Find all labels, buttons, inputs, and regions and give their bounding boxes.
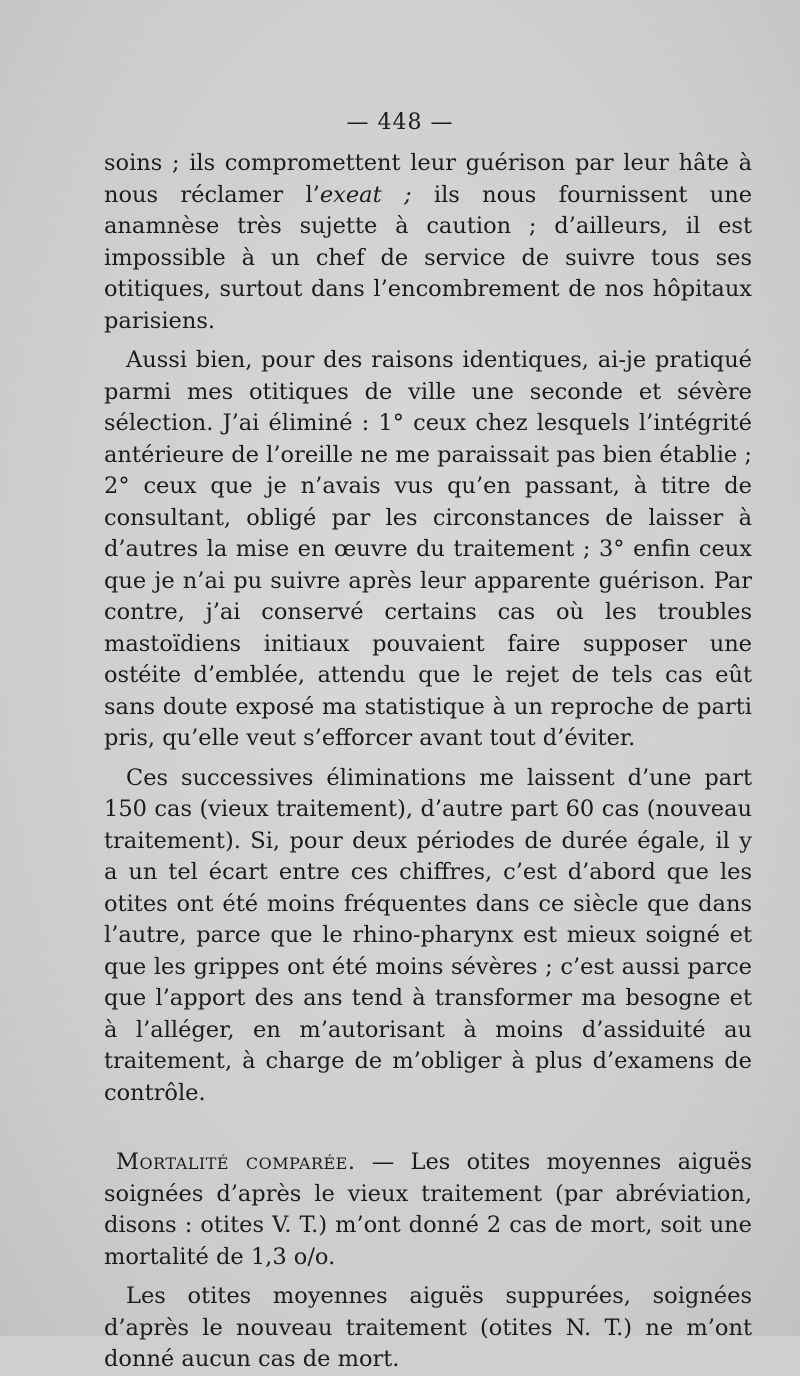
paragraph-1 xyxy=(104,148,752,337)
paragraph-5: Les otites moyennes aiguës suppurées, soignées d’après le nouveau traitement (otites N. T.) ne m’ont donné aucun cas de mort. xyxy=(104,1283,752,1372)
paragraph-4-text: — Les otites moyennes aiguës soignées d’après le vieux traitement (par abréviation, disons : otites V. T.) m’ont donné 2 cas de mort, soit une mortalité de 1,3 o/o. xyxy=(104,1149,752,1270)
paragraph-4 xyxy=(104,1147,752,1273)
paragraph-2: Aussi bien, pour des raisons identiques, ai-je pratiqué parmi mes otitiques de ville une seconde et sévère sélection. J’ai éliminé : 1° ceux chez lesquels l’intégrité antérieure de l’oreille ne me paraissait pas bien établie ; 2° ceux que je n’avais vus qu’en passant, à titre de consultant, obligé par les circonstances de laisser à d’autres la mise en œuvre du traitement ; 3° enfin ceux que je n’ai pu suivre après leur apparente guérison. Par contre, j’ai conservé certains cas où les troubles mastoïdiens initiaux pouvaient faire supposer une ostéite d’emblée, attendu que le rejet de tels cas eût sans doute exposé ma statistique à un reproche de parti pris, qu’elle veut s’efforcer avant tout d’éviter. xyxy=(104,347,752,751)
paragraph-3: Ces successives éliminations me laissent d’une part 150 cas (vieux traitement), d’autre part 60 cas (nouveau traitement). Si, pour deux périodes de durée égale, il y a un tel écart entre ces chiffres, c’est d’abord que les otites ont été moins fréquentes dans ce siècle que dans l’autre, parce que le rhino-pharynx est mieux soigné et que les grippes ont été moins sévères ; c’est aussi parce que l’apport des ans tend à transformer ma besogne et à l’alléger, en m’autorisant à moins d’assiduité au traitement, à charge de m’obliger à plus d’examens de contrôle. xyxy=(104,764,752,1106)
body-text xyxy=(104,148,752,1376)
section-heading: Mortalité comparée. xyxy=(116,1149,356,1175)
paragraph-1-italic: exeat ; xyxy=(319,181,412,208)
paragraph-1-text-a: soins ; ils compromettent leur guérison par leur hâte à nous réclamer l’ xyxy=(104,150,752,208)
paragraph-1-text-b: ils nous fournissent une anamnèse très sujette à caution ; d’ailleurs, il est impossible à un chef de service de suivre tous ses otitiques, surtout dans l’encombrement de nos hôpitaux parisiens. xyxy=(104,181,753,334)
page-number: — 448 — xyxy=(346,110,454,135)
